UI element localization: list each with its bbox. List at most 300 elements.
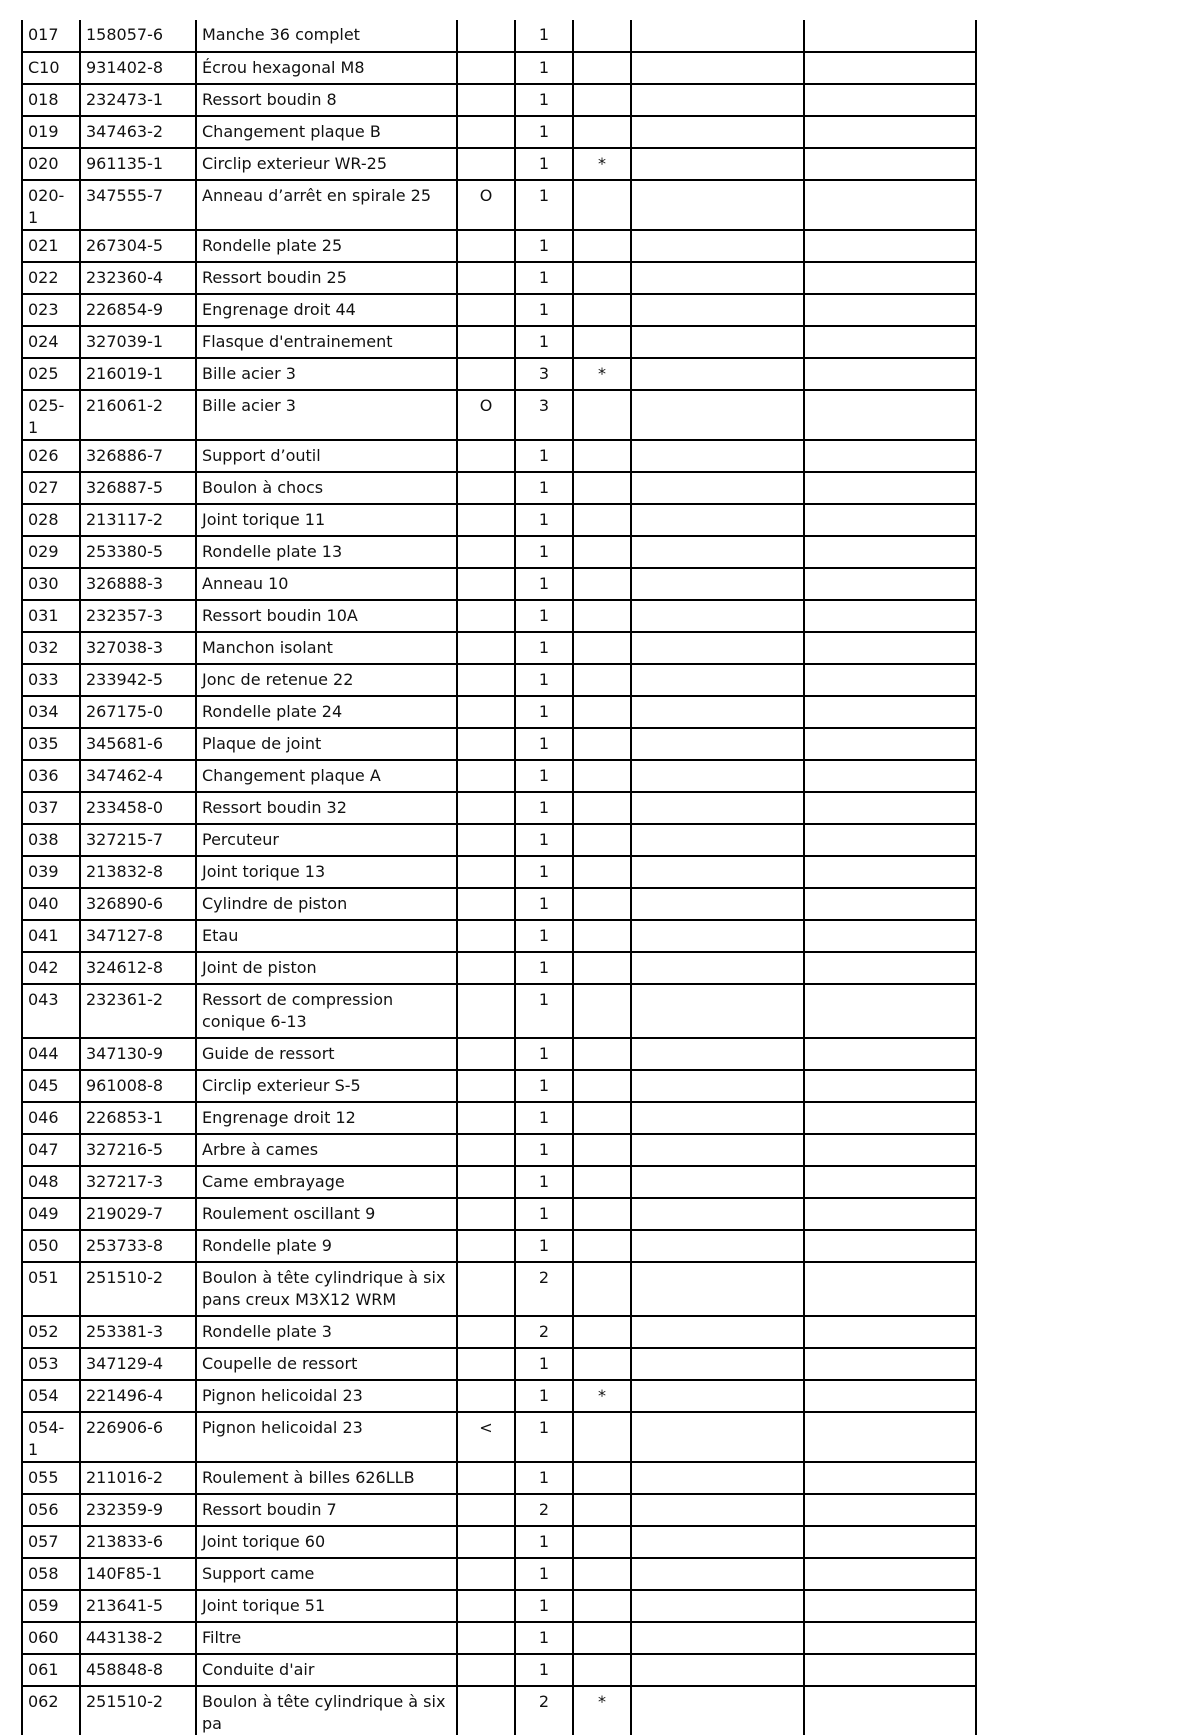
quantity-cell: 1	[515, 1462, 573, 1494]
blank-cell	[804, 888, 976, 920]
item-number-cell: 054	[22, 1380, 80, 1412]
description-cell: Ressort boudin 25	[196, 262, 457, 294]
description-cell: Joint torique 13	[196, 856, 457, 888]
blank-cell	[631, 1230, 804, 1262]
blank-cell	[631, 920, 804, 952]
part-number-cell: 213833-6	[80, 1526, 196, 1558]
quantity-cell: 1	[515, 262, 573, 294]
note-cell	[573, 792, 631, 824]
description-cell: Joint torique 51	[196, 1590, 457, 1622]
table-row	[22, 440, 976, 472]
blank-cell	[631, 536, 804, 568]
blank-cell	[804, 148, 976, 180]
description-cell: Joint torique 11	[196, 504, 457, 536]
table-row	[22, 760, 976, 792]
part-number-cell: 267175-0	[80, 696, 196, 728]
table-row	[22, 536, 976, 568]
note-cell	[573, 728, 631, 760]
quantity-cell: 1	[515, 632, 573, 664]
blank-cell	[804, 1622, 976, 1654]
flag-cell	[457, 792, 515, 824]
part-number-cell: 347463-2	[80, 116, 196, 148]
description-cell: Rondelle plate 3	[196, 1316, 457, 1348]
item-number-cell: 021	[22, 230, 80, 262]
blank-cell	[631, 20, 804, 52]
table-row	[22, 1494, 976, 1526]
note-cell	[573, 600, 631, 632]
blank-cell	[804, 568, 976, 600]
note-cell	[573, 1102, 631, 1134]
blank-cell	[804, 1316, 976, 1348]
blank-cell	[804, 326, 976, 358]
flag-cell	[457, 536, 515, 568]
note-cell	[573, 52, 631, 84]
flag-cell	[457, 1316, 515, 1348]
table-row	[22, 664, 976, 696]
item-number-cell: 020	[22, 148, 80, 180]
note-cell	[573, 632, 631, 664]
quantity-cell: 1	[515, 116, 573, 148]
part-number-cell: 213117-2	[80, 504, 196, 536]
quantity-cell: 1	[515, 326, 573, 358]
part-number-cell: 251510-2	[80, 1686, 196, 1735]
item-number-cell: 060	[22, 1622, 80, 1654]
description-cell: Support d’outil	[196, 440, 457, 472]
note-cell: *	[573, 1686, 631, 1735]
table-row	[22, 952, 976, 984]
table-row	[22, 984, 976, 1038]
description-cell: Flasque d'entrainement	[196, 326, 457, 358]
blank-cell	[631, 888, 804, 920]
part-number-cell: 327216-5	[80, 1134, 196, 1166]
quantity-cell: 1	[515, 984, 573, 1038]
note-cell: *	[573, 1380, 631, 1412]
item-number-cell: 029	[22, 536, 80, 568]
blank-cell	[804, 262, 976, 294]
part-number-cell: 347129-4	[80, 1348, 196, 1380]
table-row	[22, 262, 976, 294]
flag-cell	[457, 1348, 515, 1380]
blank-cell	[631, 1380, 804, 1412]
table-row	[22, 52, 976, 84]
part-number-cell: 443138-2	[80, 1622, 196, 1654]
table-row	[22, 116, 976, 148]
description-cell: Joint torique 60	[196, 1526, 457, 1558]
quantity-cell: 1	[515, 1070, 573, 1102]
item-number-cell: 035	[22, 728, 80, 760]
description-cell: Écrou hexagonal M8	[196, 52, 457, 84]
flag-cell	[457, 664, 515, 696]
blank-cell	[804, 664, 976, 696]
blank-cell	[804, 1526, 976, 1558]
blank-cell	[631, 1316, 804, 1348]
blank-cell	[631, 984, 804, 1038]
note-cell	[573, 984, 631, 1038]
flag-cell	[457, 504, 515, 536]
description-cell: Manche 36 complet	[196, 20, 457, 52]
quantity-cell: 1	[515, 440, 573, 472]
blank-cell	[804, 1412, 976, 1462]
blank-cell	[631, 1654, 804, 1686]
part-number-cell: 233458-0	[80, 792, 196, 824]
quantity-cell: 1	[515, 1134, 573, 1166]
quantity-cell: 1	[515, 792, 573, 824]
item-number-cell: 039	[22, 856, 80, 888]
blank-cell	[804, 1102, 976, 1134]
note-cell	[573, 856, 631, 888]
flag-cell	[457, 20, 515, 52]
blank-cell	[804, 180, 976, 230]
flag-cell	[457, 632, 515, 664]
table-row	[22, 1348, 976, 1380]
note-cell	[573, 1622, 631, 1654]
part-number-cell: 140F85-1	[80, 1558, 196, 1590]
part-number-cell: 931402-8	[80, 52, 196, 84]
item-number-cell: 037	[22, 792, 80, 824]
item-number-cell: 022	[22, 262, 80, 294]
flag-cell	[457, 1198, 515, 1230]
flag-cell	[457, 472, 515, 504]
note-cell	[573, 1038, 631, 1070]
note-cell	[573, 1070, 631, 1102]
part-number-cell: 213832-8	[80, 856, 196, 888]
item-number-cell: 051	[22, 1262, 80, 1316]
quantity-cell: 1	[515, 294, 573, 326]
blank-cell	[804, 472, 976, 504]
blank-cell	[631, 1526, 804, 1558]
item-number-cell: 062	[22, 1686, 80, 1735]
blank-cell	[631, 760, 804, 792]
table-row	[22, 824, 976, 856]
table-row	[22, 1558, 976, 1590]
quantity-cell: 1	[515, 920, 573, 952]
part-number-cell: 347462-4	[80, 760, 196, 792]
blank-cell	[804, 1166, 976, 1198]
description-cell: Circlip exterieur WR-25	[196, 148, 457, 180]
quantity-cell: 1	[515, 84, 573, 116]
table-row	[22, 180, 976, 230]
note-cell	[573, 888, 631, 920]
note-cell	[573, 1166, 631, 1198]
table-row	[22, 1654, 976, 1686]
quantity-cell: 1	[515, 1558, 573, 1590]
item-number-cell: 048	[22, 1166, 80, 1198]
table-row	[22, 1134, 976, 1166]
item-number-cell: 043	[22, 984, 80, 1038]
description-cell: Boulon à chocs	[196, 472, 457, 504]
flag-cell	[457, 920, 515, 952]
blank-cell	[631, 326, 804, 358]
description-cell: Joint de piston	[196, 952, 457, 984]
parts-list-table	[21, 20, 977, 1735]
quantity-cell: 1	[515, 760, 573, 792]
blank-cell	[631, 1494, 804, 1526]
part-number-cell: 232357-3	[80, 600, 196, 632]
item-number-cell: 040	[22, 888, 80, 920]
blank-cell	[804, 1348, 976, 1380]
blank-cell	[804, 600, 976, 632]
flag-cell	[457, 856, 515, 888]
blank-cell	[631, 180, 804, 230]
description-cell: Rondelle plate 9	[196, 1230, 457, 1262]
flag-cell	[457, 1462, 515, 1494]
flag-cell	[457, 600, 515, 632]
table-row	[22, 568, 976, 600]
blank-cell	[804, 84, 976, 116]
part-number-cell: 347555-7	[80, 180, 196, 230]
note-cell	[573, 390, 631, 440]
item-number-cell: 025	[22, 358, 80, 390]
quantity-cell: 2	[515, 1494, 573, 1526]
part-number-cell: 226854-9	[80, 294, 196, 326]
flag-cell	[457, 1134, 515, 1166]
table-row	[22, 792, 976, 824]
blank-cell	[631, 294, 804, 326]
part-number-cell: 347130-9	[80, 1038, 196, 1070]
description-cell: Pignon helicoidal 23	[196, 1380, 457, 1412]
blank-cell	[804, 1462, 976, 1494]
part-number-cell: 232359-9	[80, 1494, 196, 1526]
table-row	[22, 390, 976, 440]
blank-cell	[804, 632, 976, 664]
description-cell: Changement plaque B	[196, 116, 457, 148]
note-cell	[573, 920, 631, 952]
flag-cell	[457, 326, 515, 358]
item-number-cell: 054-1	[22, 1412, 80, 1462]
table-row	[22, 632, 976, 664]
description-cell: Cylindre de piston	[196, 888, 457, 920]
description-cell: Circlip exterieur S-5	[196, 1070, 457, 1102]
flag-cell	[457, 888, 515, 920]
note-cell	[573, 536, 631, 568]
table-row	[22, 920, 976, 952]
note-cell	[573, 1134, 631, 1166]
parts-list-body	[22, 20, 976, 1735]
table-row	[22, 1316, 976, 1348]
description-cell: Bille acier 3	[196, 390, 457, 440]
description-cell: Arbre à cames	[196, 1134, 457, 1166]
flag-cell	[457, 1494, 515, 1526]
blank-cell	[804, 1654, 976, 1686]
blank-cell	[631, 116, 804, 148]
description-cell: Manchon isolant	[196, 632, 457, 664]
description-cell: Roulement oscillant 9	[196, 1198, 457, 1230]
blank-cell	[804, 1380, 976, 1412]
note-cell	[573, 1348, 631, 1380]
item-number-cell: 033	[22, 664, 80, 696]
part-number-cell: 327215-7	[80, 824, 196, 856]
description-cell: Boulon à tête cylindrique à six pa	[196, 1686, 457, 1735]
description-cell: Etau	[196, 920, 457, 952]
note-cell	[573, 504, 631, 536]
flag-cell	[457, 148, 515, 180]
blank-cell	[631, 440, 804, 472]
blank-cell	[631, 1070, 804, 1102]
part-number-cell: 213641-5	[80, 1590, 196, 1622]
item-number-cell: 057	[22, 1526, 80, 1558]
note-cell: *	[573, 358, 631, 390]
blank-cell	[631, 1558, 804, 1590]
description-cell: Pignon helicoidal 23	[196, 1412, 457, 1462]
blank-cell	[631, 1348, 804, 1380]
part-number-cell: 211016-2	[80, 1462, 196, 1494]
part-number-cell: 327039-1	[80, 326, 196, 358]
description-cell: Coupelle de ressort	[196, 1348, 457, 1380]
flag-cell	[457, 1038, 515, 1070]
flag-cell	[457, 1654, 515, 1686]
table-row	[22, 728, 976, 760]
note-cell	[573, 1590, 631, 1622]
flag-cell	[457, 294, 515, 326]
part-number-cell: 345681-6	[80, 728, 196, 760]
part-number-cell: 253380-5	[80, 536, 196, 568]
blank-cell	[631, 568, 804, 600]
part-number-cell: 327038-3	[80, 632, 196, 664]
blank-cell	[804, 1038, 976, 1070]
description-cell: Conduite d'air	[196, 1654, 457, 1686]
note-cell: *	[573, 148, 631, 180]
blank-cell	[804, 1198, 976, 1230]
item-number-cell: 036	[22, 760, 80, 792]
item-number-cell: 030	[22, 568, 80, 600]
quantity-cell: 1	[515, 1654, 573, 1686]
description-cell: Rondelle plate 24	[196, 696, 457, 728]
blank-cell	[631, 1198, 804, 1230]
table-row	[22, 696, 976, 728]
table-row	[22, 148, 976, 180]
blank-cell	[631, 664, 804, 696]
quantity-cell: 2	[515, 1686, 573, 1735]
flag-cell	[457, 358, 515, 390]
blank-cell	[631, 472, 804, 504]
item-number-cell: 053	[22, 1348, 80, 1380]
flag-cell	[457, 952, 515, 984]
quantity-cell: 1	[515, 728, 573, 760]
blank-cell	[631, 1166, 804, 1198]
blank-cell	[631, 390, 804, 440]
blank-cell	[631, 632, 804, 664]
quantity-cell: 1	[515, 536, 573, 568]
item-number-cell: 031	[22, 600, 80, 632]
quantity-cell: 1	[515, 1348, 573, 1380]
description-cell: Support came	[196, 1558, 457, 1590]
blank-cell	[804, 1070, 976, 1102]
description-cell: Roulement à billes 626LLB	[196, 1462, 457, 1494]
description-cell: Boulon à tête cylindrique à six pans creux M3X12 WRM	[196, 1262, 457, 1316]
description-cell: Anneau 10	[196, 568, 457, 600]
quantity-cell: 1	[515, 472, 573, 504]
quantity-cell: 1	[515, 1622, 573, 1654]
table-row	[22, 1230, 976, 1262]
blank-cell	[804, 1262, 976, 1316]
blank-cell	[631, 1590, 804, 1622]
quantity-cell: 1	[515, 824, 573, 856]
quantity-cell: 1	[515, 1590, 573, 1622]
blank-cell	[804, 504, 976, 536]
note-cell	[573, 1198, 631, 1230]
note-cell	[573, 294, 631, 326]
item-number-cell: 032	[22, 632, 80, 664]
quantity-cell: 1	[515, 1102, 573, 1134]
table-row	[22, 1686, 976, 1735]
blank-cell	[631, 262, 804, 294]
item-number-cell: 055	[22, 1462, 80, 1494]
item-number-cell: 044	[22, 1038, 80, 1070]
note-cell	[573, 952, 631, 984]
blank-cell	[804, 696, 976, 728]
quantity-cell: 1	[515, 180, 573, 230]
flag-cell	[457, 696, 515, 728]
item-number-cell: 026	[22, 440, 80, 472]
part-number-cell: 267304-5	[80, 230, 196, 262]
quantity-cell: 1	[515, 1038, 573, 1070]
blank-cell	[804, 760, 976, 792]
blank-cell	[804, 920, 976, 952]
part-number-cell: 347127-8	[80, 920, 196, 952]
description-cell: Filtre	[196, 1622, 457, 1654]
quantity-cell: 1	[515, 1230, 573, 1262]
item-number-cell: 058	[22, 1558, 80, 1590]
description-cell: Engrenage droit 12	[196, 1102, 457, 1134]
flag-cell	[457, 1622, 515, 1654]
item-number-cell: 028	[22, 504, 80, 536]
flag-cell	[457, 1230, 515, 1262]
quantity-cell: 1	[515, 504, 573, 536]
table-row	[22, 1038, 976, 1070]
note-cell	[573, 664, 631, 696]
blank-cell	[804, 230, 976, 262]
blank-cell	[804, 358, 976, 390]
part-number-cell: 458848-8	[80, 1654, 196, 1686]
item-number-cell: 025-1	[22, 390, 80, 440]
note-cell	[573, 84, 631, 116]
description-cell: Ressort de compression conique 6-13	[196, 984, 457, 1038]
note-cell	[573, 1558, 631, 1590]
flag-cell	[457, 116, 515, 148]
item-number-cell: 017	[22, 20, 80, 52]
blank-cell	[631, 1622, 804, 1654]
flag-cell	[457, 1526, 515, 1558]
blank-cell	[631, 1462, 804, 1494]
quantity-cell: 1	[515, 52, 573, 84]
table-row	[22, 1380, 976, 1412]
blank-cell	[804, 294, 976, 326]
table-row	[22, 230, 976, 262]
blank-cell	[804, 1494, 976, 1526]
flag-cell	[457, 440, 515, 472]
part-number-cell: 251510-2	[80, 1262, 196, 1316]
part-number-cell: 253381-3	[80, 1316, 196, 1348]
item-number-cell: 019	[22, 116, 80, 148]
flag-cell	[457, 1558, 515, 1590]
description-cell: Ressort boudin 32	[196, 792, 457, 824]
blank-cell	[631, 230, 804, 262]
part-number-cell: 253733-8	[80, 1230, 196, 1262]
part-number-cell: 216019-1	[80, 358, 196, 390]
part-number-cell: 961135-1	[80, 148, 196, 180]
part-number-cell: 226906-6	[80, 1412, 196, 1462]
quantity-cell: 1	[515, 20, 573, 52]
note-cell	[573, 326, 631, 358]
quantity-cell: 1	[515, 568, 573, 600]
quantity-cell: 1	[515, 1412, 573, 1462]
blank-cell	[631, 1262, 804, 1316]
blank-cell	[631, 696, 804, 728]
description-cell: Engrenage droit 44	[196, 294, 457, 326]
part-number-cell: 326887-5	[80, 472, 196, 504]
note-cell	[573, 116, 631, 148]
description-cell: Came embrayage	[196, 1166, 457, 1198]
